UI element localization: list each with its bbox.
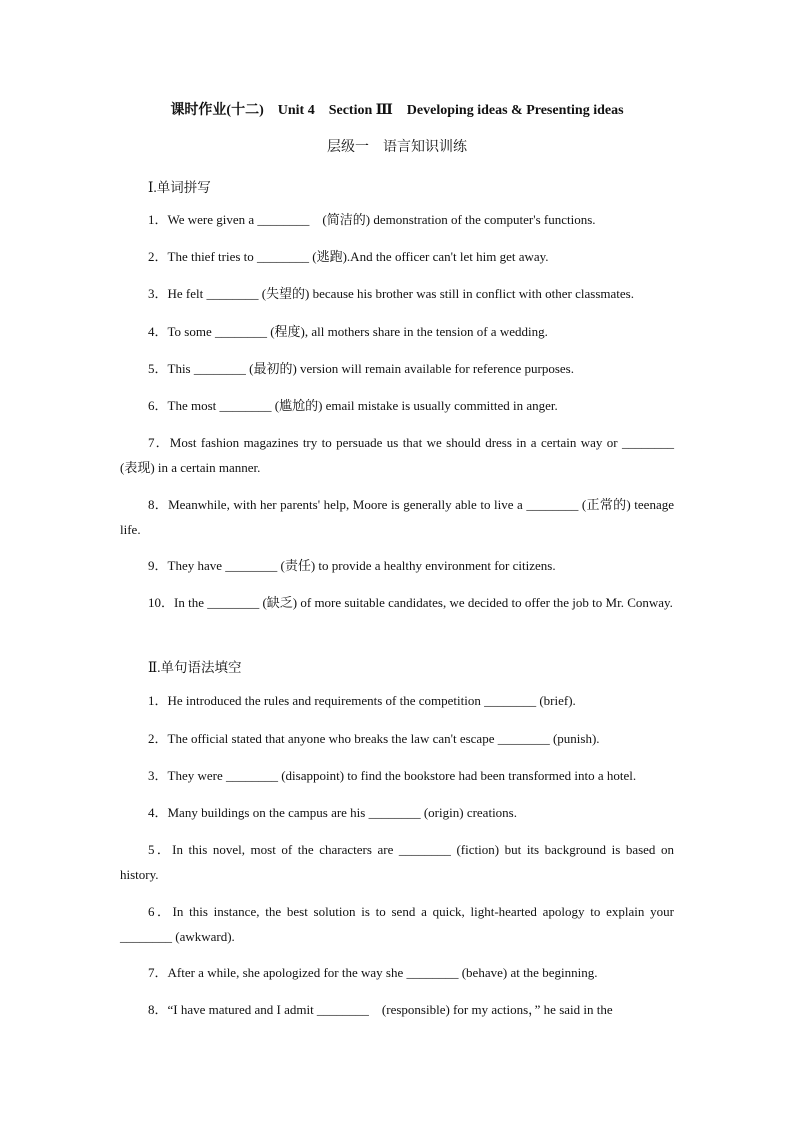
spelling-item-7: 7．Most fashion magazines try to persuade us that we should dress in a certain way or ________ (表现) in a certain manner.: [120, 435, 674, 475]
spelling-item-6: 6．The most ________ (尴尬的) email mistake is usually committed in anger.: [148, 398, 558, 413]
spelling-item-8: 8．Meanwhile, with her parents' help, Moore is generally able to live a ________ (正常的) teenage life.: [120, 497, 674, 537]
page-title: 课时作业(十二) Unit 4 Section Ⅲ Developing ideas & Presenting ideas: [170, 103, 624, 118]
spelling-item-3: 3．He felt ________ (失望的) because his brother was still in conflict with other classmates.: [148, 286, 634, 301]
grammar-item-6: 6．In this instance, the best solution is to send a quick, light-hearted apology to explain your ________ (awkward).: [120, 904, 674, 944]
grammar-item-5: 5．In this novel, most of the characters are ________ (fiction) but its background is based on history.: [120, 842, 674, 882]
section-2-heading: Ⅱ.单句语法填空: [148, 660, 242, 675]
spelling-item-5: 5．This ________ (最初的) version will remain available for reference purposes.: [148, 361, 574, 376]
grammar-item-1: 1．He introduced the rules and requirements of the competition ________ (brief).: [148, 693, 576, 708]
section-1-heading: Ⅰ.单词拼写: [148, 180, 211, 195]
grammar-item-3: 3．They were ________ (disappoint) to find the bookstore had been transformed into a hotel.: [148, 768, 637, 783]
spelling-item-10: 10．In the ________ (缺乏) of more suitable candidates, we decided to offer the job to Mr. Conway.: [148, 595, 673, 610]
spelling-item-2: 2．The thief tries to ________ (逃跑).And the officer can't let him get away.: [148, 249, 549, 264]
spelling-item-9: 9．They have ________ (责任) to provide a healthy environment for citizens.: [148, 558, 556, 573]
spelling-item-4: 4．To some ________ (程度), all mothers share in the tension of a wedding.: [148, 324, 548, 339]
level-subtitle: 层级一 语言知识训练: [327, 140, 467, 155]
grammar-item-8: 8．“I have matured and I admit ________ (responsible) for my actions，” he said in the: [148, 1002, 613, 1017]
grammar-item-4: 4．Many buildings on the campus are his ________ (origin) creations.: [148, 805, 517, 820]
spelling-item-1: 1．We were given a ________ (简洁的) demonstration of the computer's functions.: [148, 212, 596, 227]
grammar-item-7: 7．After a while, she apologized for the way she ________ (behave) at the beginning.: [148, 965, 598, 980]
grammar-item-2: 2．The official stated that anyone who breaks the law can't escape ________ (punish).: [148, 731, 600, 746]
